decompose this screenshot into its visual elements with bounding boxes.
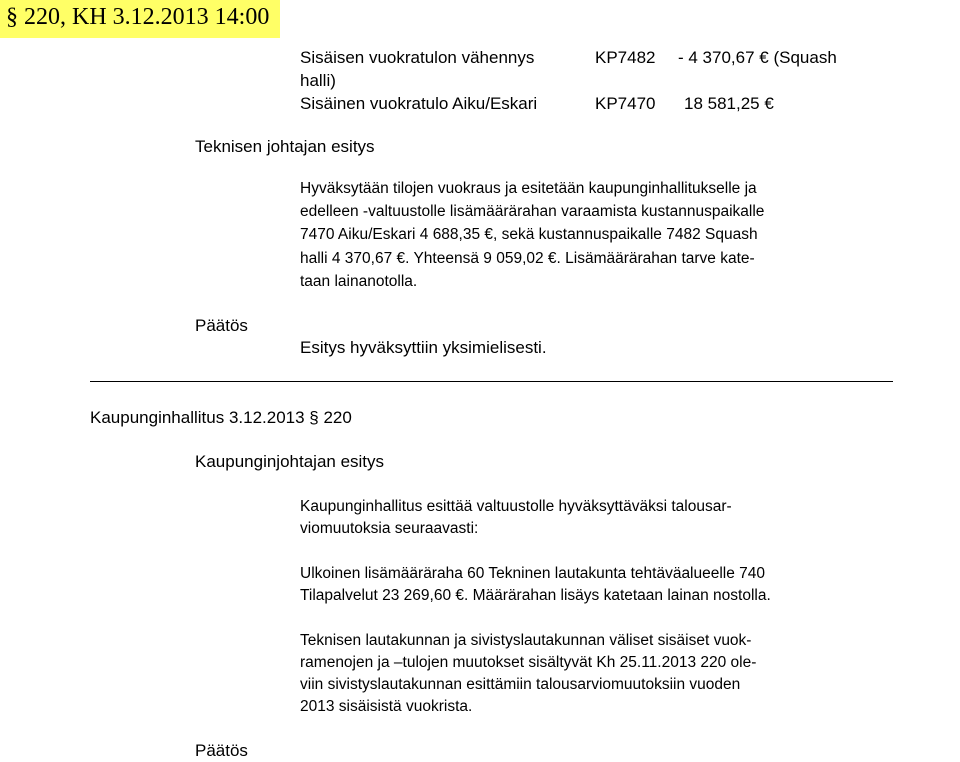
budget-line-1-label: Sisäisen vuokratulon vähennys [300,48,535,67]
budget-line-2-label: Sisäinen vuokratulo Aiku/Eskari [300,94,538,113]
budget-line-1-continuation: halli) [300,71,336,90]
decision-text: Esitys hyväksyttiin yksimielisesti. [300,338,547,357]
paragraph-line: Teknisen lautakunnan ja sivistyslautakunnan väliset sisäiset vuok- [300,632,752,649]
budget-line-2-amount: 18 581,25 € [684,94,774,113]
paragraph-line: viin sivistyslautakunnan esittämiin talousarviomuutoksiin vuoden [300,676,741,693]
paragraph-line: viomuutoksia seuraavasti: [300,520,479,537]
budget-line-2-code: KP7470 [595,94,656,113]
city-board-section-title: Kaupunginhallitus 3.12.2013 § 220 [90,408,352,427]
decision-label-2: Päätös [195,741,248,760]
mayor-proposal-heading: Kaupunginjohtajan esitys [195,452,385,471]
paragraph-line: 2013 sisäisistä vuokrista. [300,698,473,715]
tech-director-proposal-heading: Teknisen johtajan esitys [195,137,375,156]
paragraph-line: ramenojen ja –tulojen muutokset sisältyvät Kh 25.11.2013 220 ole- [300,654,757,671]
page-title: § 220, KH 3.12.2013 14:00 [6,4,270,30]
proposal-line: edelleen -valtuustolle lisämäärärahan varaamista kustannuspaikalle [300,203,765,220]
budget-line-1-amount: - 4 370,67 € (Squash [678,48,837,67]
paragraph-line: Tilapalvelut 23 269,60 €. Määrärahan lisäys katetaan lainan nostolla. [300,587,771,604]
proposal-line: 7470 Aiku/Eskari 4 688,35 €, sekä kustannuspaikalle 7482 Squash [300,226,758,243]
section-divider [90,381,893,382]
proposal-line: Hyväksytään tilojen vuokraus ja esitetään kaupunginhallitukselle ja [300,180,757,197]
paragraph-line: Kaupunginhallitus esittää valtuustolle hyväksyttäväksi talousar- [300,498,732,515]
proposal-line: taan lainanotolla. [300,273,418,290]
decision-label: Päätös [195,316,248,335]
budget-line-1-code: KP7482 [595,48,656,67]
proposal-line: halli 4 370,67 €. Yhteensä 9 059,02 €. Lisämäärärahan tarve kate- [300,250,755,267]
paragraph-line: Ulkoinen lisämääräraha 60 Tekninen lautakunta tehtäväalueelle 740 [300,565,766,582]
